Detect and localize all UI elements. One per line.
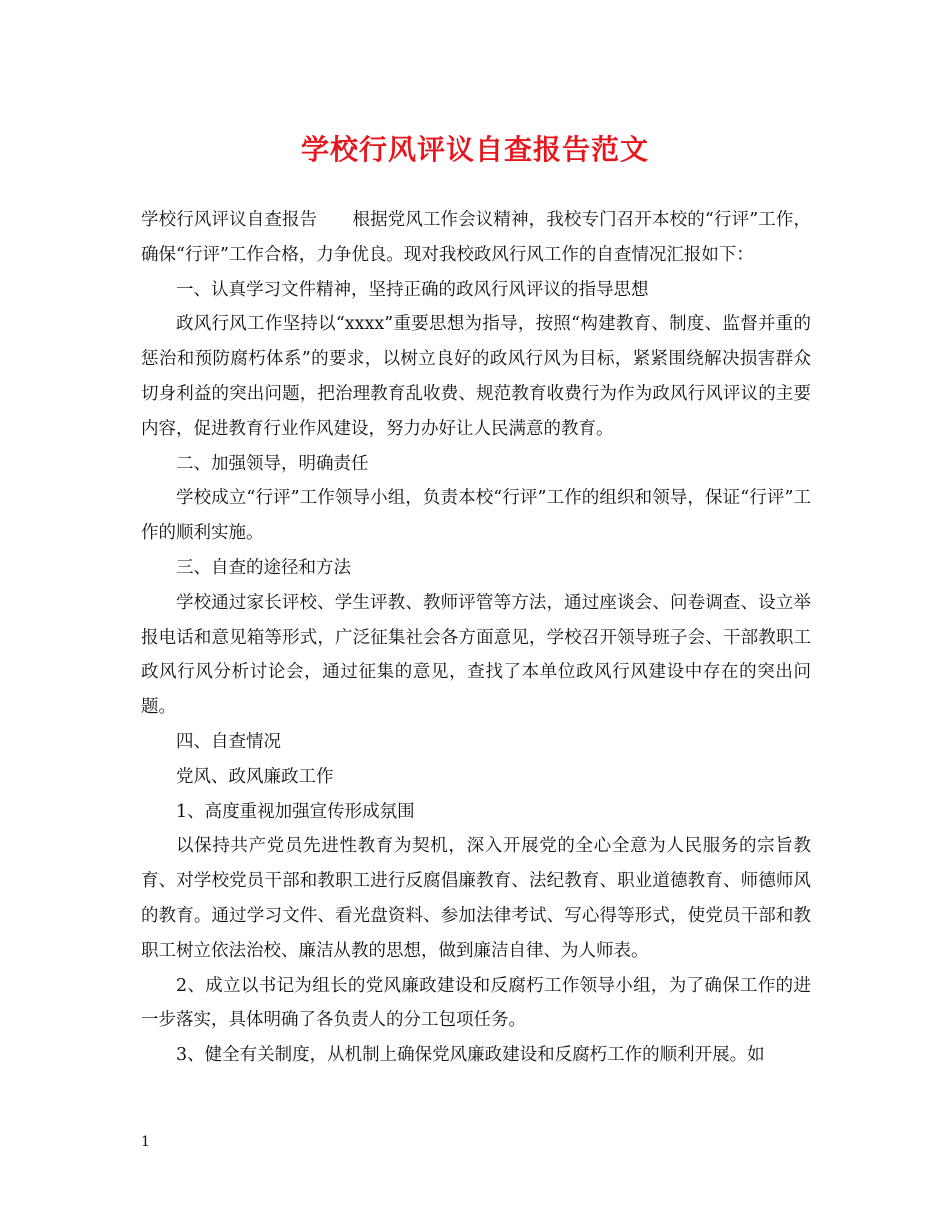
document-body bbox=[141, 203, 811, 1073]
body-paragraph: 二、加强领导，明确责任 bbox=[176, 453, 369, 474]
body-paragraph: 学校通过家长评校、学生评教、教师评管等方法，通过座谈会、问卷调查、设立举报电话和意见箱等形式，广泛征集社会各方面意见，学校召开领导班子会、干部教职工政风行风分析讨论会，通过征集的意见，查找了本单位政风行风建设中存在的突出问题。 bbox=[141, 592, 811, 718]
body-paragraph: 四、自查情况 bbox=[176, 731, 281, 752]
body-paragraph: 学校行风评议自查报告 根据党风工作会议精神，我校专门召开本校的“行评”工作，确保“行评”工作合格，力争优良。现对我校政风行风工作的自查情况汇报如下： bbox=[141, 210, 811, 265]
body-paragraph: 一、认真学习文件精神，坚持正确的政风行风评议的指导思想 bbox=[176, 279, 649, 300]
body-paragraph: 以保持共产党员先进性教育为契机，深入开展党的全心全意为人民服务的宗旨教育、对学校党员干部和教职工进行反腐倡廉教育、法纪教育、职业道德教育、师德师风的教育。通过学习文件、看光盘资料、参加法律考试、写心得等形式，使党员干部和教职工树立依法治校、廉洁从教的思想，做到廉洁自律、为人师表。 bbox=[141, 836, 811, 961]
body-paragraph: 政风行风工作坚持以“xxxx”重要思想为指导，按照“构建教育、制度、监督并重的惩治和预防腐朽体系”的要求，以树立良好的政风行风为目标，紧紧围绕解决损害群众切身利益的突出问题，把治理教育乱收费、规范教育收费行为作为政风行风评议的主要内容，促进教育行业作风建设，努力办好让人民满意的教育。 bbox=[141, 314, 811, 439]
body-paragraph: 学校成立“行评”工作领导小组，负责本校“行评”工作的组织和领导，保证“行评”工作的顺利实施。 bbox=[141, 488, 811, 544]
body-paragraph: 党风、政风廉政工作 bbox=[176, 766, 334, 787]
body-paragraph: 2、成立以书记为组长的党风廉政建设和反腐朽工作领导小组，为了确保工作的进一步落实，具体明确了各负责人的分工包项任务。 bbox=[141, 975, 811, 1031]
page-number: 1 bbox=[141, 1134, 150, 1150]
body-paragraph: 3、健全有关制度，从机制上确保党风廉政建设和反腐朽工作的顺利开展。如 bbox=[176, 1045, 765, 1066]
body-paragraph: 1、高度重视加强宣传形成氛围 bbox=[176, 801, 415, 822]
body-paragraph: 三、自查的途径和方法 bbox=[176, 557, 351, 578]
document-title: 学校行风评议自查报告范文 bbox=[300, 133, 649, 166]
